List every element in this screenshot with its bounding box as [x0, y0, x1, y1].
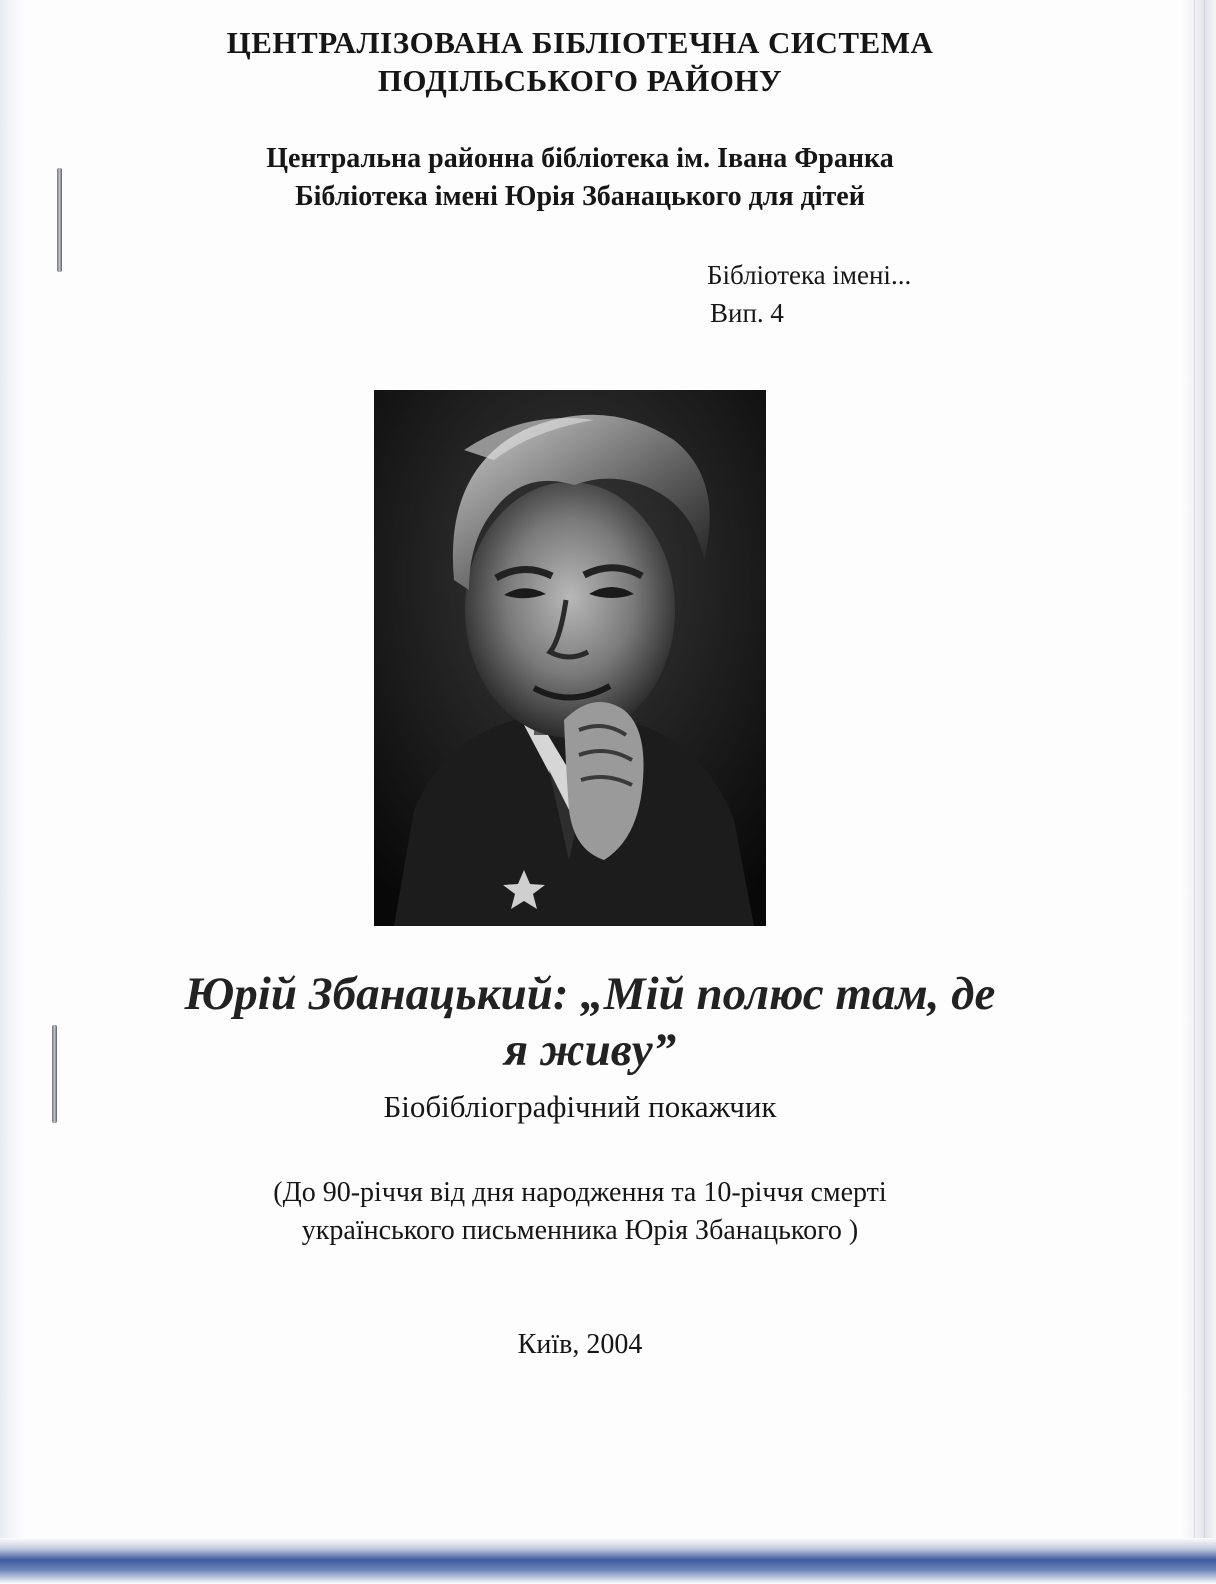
library-line-1: Центральна районна бібліотека ім. Івана Франка [266, 143, 894, 174]
dedication-note [150, 1174, 1010, 1250]
organization-line-1: ЦЕНТРАЛІЗОВАНА БІБЛІОТЕЧНА СИСТЕМА [226, 25, 934, 60]
author-portrait-photo [374, 390, 766, 926]
page-bottom-edge [0, 1538, 1216, 1584]
book-title [110, 966, 1070, 1078]
book-title-line-2: я живу” [503, 1024, 677, 1076]
organization-line-2: ПОДІЛЬСЬКОГО РАЙОНУ [377, 63, 783, 98]
page-right-edge [1182, 0, 1216, 1584]
dedication-line-1: (До 90-річчя від дня народження та 10-річчя смерті [273, 1177, 887, 1208]
series-info [707, 256, 911, 332]
library-heading [150, 140, 1010, 216]
portrait-icon [374, 390, 766, 926]
page-left-edge [0, 0, 26, 1584]
organization-heading [150, 24, 1010, 100]
imprint: Київ, 2004 [517, 1329, 643, 1360]
library-line-2: Бібліотека імені Юрія Збанацького для дітей [295, 181, 865, 212]
series-issue: Вип. 4 [710, 298, 784, 328]
series-name: Бібліотека імені... [707, 260, 912, 290]
staple-icon [57, 168, 62, 272]
staple-icon [52, 1025, 57, 1123]
book-subtitle: Біобібліографічний покажчик [383, 1089, 777, 1124]
book-title-line-1: Юрій Збанацький: „Мій полюс там, де [184, 968, 996, 1020]
dedication-line-2: українського письменника Юрія Збанацького ) [301, 1215, 859, 1246]
